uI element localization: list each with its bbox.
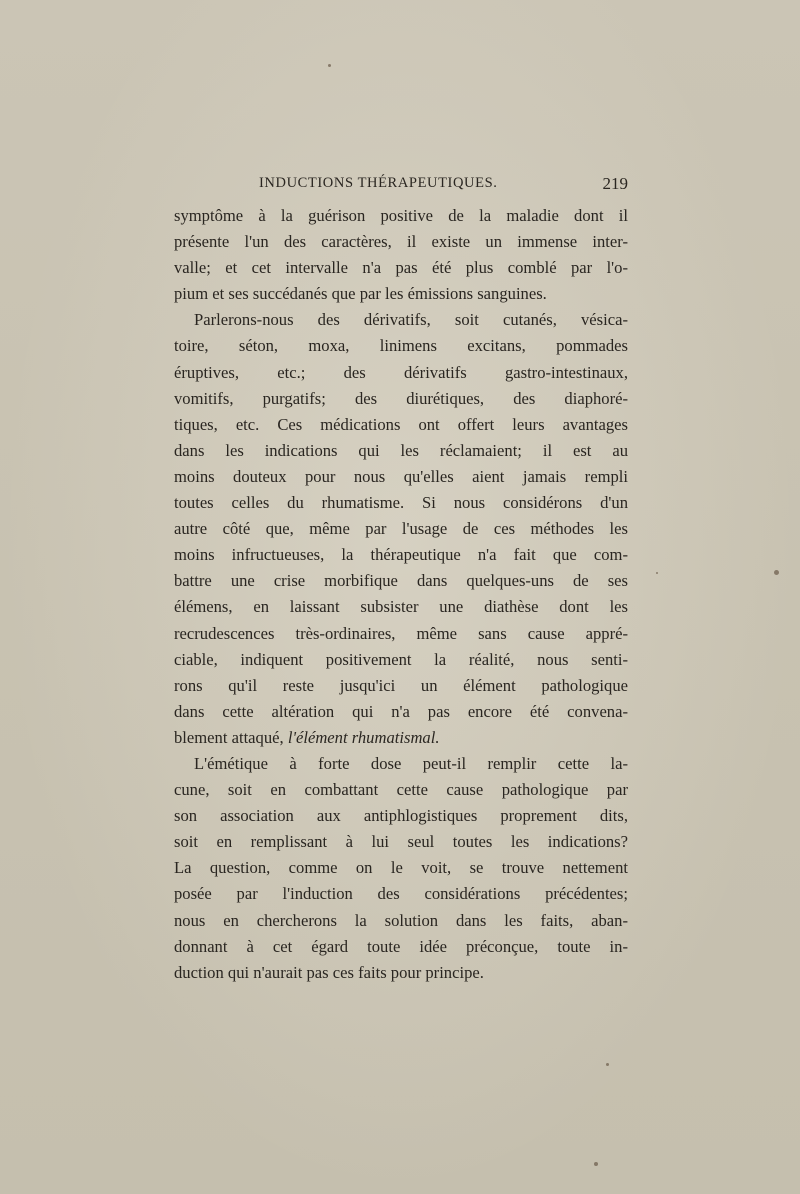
text-line: dans cette altération qui n'a pas encore été convena-: [174, 701, 628, 721]
text-line: vomitifs, purgatifs; des diurétiques, des diaphoré-: [174, 388, 628, 408]
text-line: ciable, indiquent positivement la réalité, nous senti-: [174, 649, 628, 669]
text-line: soit en remplissant à lui seul toutes les indications?: [174, 832, 628, 852]
text-line: cune, soit en combattant cette cause pathologique par: [174, 780, 628, 800]
paper-speck: [606, 1063, 609, 1066]
text-line: son association aux antiphlogistiques proprement dits,: [174, 806, 628, 826]
text-line: battre une crise morbifique dans quelques-uns de ses: [174, 571, 628, 591]
text-line: symptôme à la guérison positive de la maladie dont il: [174, 206, 628, 225]
text-line: rons qu'il reste jusqu'ici un élément pathologique: [174, 675, 628, 695]
text-line: donnant à cet égard toute idée préconçue, toute in-: [174, 936, 628, 956]
text-line: Parlerons-nous des dérivatifs, soit cutanés, vésica-: [194, 310, 628, 330]
text-line: valle; et cet intervalle n'a pas été plus comblé par l'o-: [174, 258, 628, 278]
running-head: INDUCTIONS THÉRAPEUTIQUES.: [259, 175, 498, 191]
text-line: La question, comme on le voit, se trouve nettement: [174, 858, 628, 878]
text-line: moins infructueuses, la thérapeutique n'a fait que com-: [174, 545, 628, 565]
paper-speck: [328, 64, 331, 67]
text-line: [174, 725, 628, 751]
paper-speck: [594, 1162, 598, 1166]
text-line: posée par l'induction des considérations précédentes;: [174, 884, 628, 904]
text-line: duction qui n'aurait pas ces faits pour principe.: [174, 962, 484, 982]
text-line: nous en chercherons la solution dans les faits, aban-: [174, 910, 628, 930]
text-line: toutes celles du rhumatisme. Si nous considérons d'un: [174, 493, 628, 513]
text-line: tiques, etc. Ces médications ont offert leurs avantages: [174, 414, 628, 434]
text-line: L'émétique à forte dose peut-il remplir cette la-: [194, 753, 628, 773]
text-line: moins douteux pour nous qu'elles aient jamais rempli: [174, 466, 628, 486]
paper-speck: [656, 572, 658, 574]
text-line: dans les indications qui les réclamaient; il est au: [174, 440, 628, 460]
text-fragment: blement attaqué,: [174, 727, 284, 747]
page-number: 219: [602, 174, 628, 193]
text-line: éruptives, etc.; des dérivatifs gastro-intestinaux,: [174, 362, 628, 382]
text-line: recrudescences très-ordinaires, même sans cause appré-: [174, 623, 628, 643]
text-line: toire, séton, moxa, linimens excitans, pommades: [174, 336, 628, 356]
italic-phrase: l'élément rhumatismal.: [287, 727, 440, 747]
text-line: présente l'un des caractères, il existe un immense inter-: [174, 232, 628, 252]
page-header: [259, 175, 628, 197]
text-line: autre côté que, même par l'usage de ces méthodes les: [174, 519, 628, 539]
text-line: élémens, en laissant subsister une diathèse dont les: [174, 597, 628, 617]
body-text: [174, 203, 628, 986]
text-line: pium et ses succédanés que par les émissions sanguines.: [174, 284, 547, 304]
paper-speck: [774, 570, 779, 575]
